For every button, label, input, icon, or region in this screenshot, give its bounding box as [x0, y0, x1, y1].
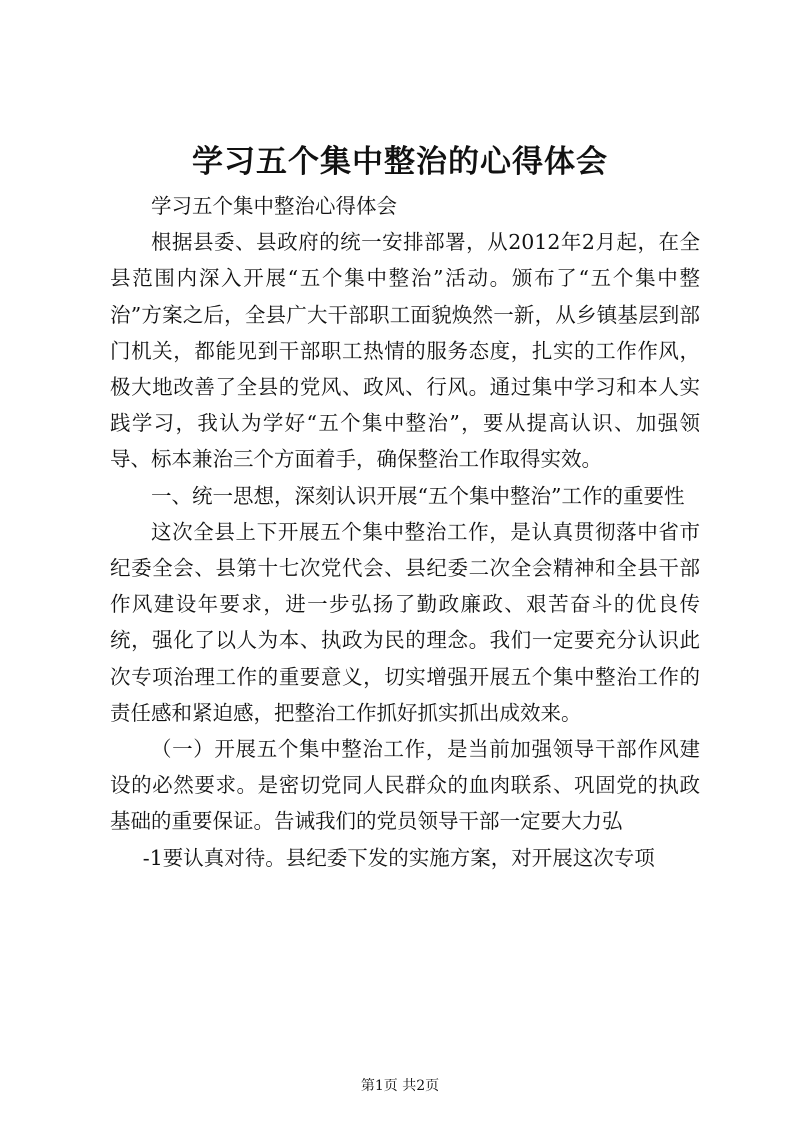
document-subtitle: 学习五个集中整治心得体会 — [151, 194, 397, 218]
paragraph-section-1: 这次全县上下开展五个集中整治工作，是认真贯彻落中省市纪委全会、县第十七次党代会、县纪委二次全会精神和全县干部作风建设年要求，进一步弘扬了勤政廉政、艰苦奋斗的优良传统，强化了以人为本、执政为民的理念。我们一定要充分认识此次专项治理工作的重要意义，切实增强开展五个集中整治工作的责任感和紧迫感，把整治工作抓好抓实抓出成效来。 — [110, 519, 700, 725]
paragraph-continuation: -1要认真对待。县纪委下发的实施方案，对开展这次专项 — [142, 845, 655, 870]
document-body — [110, 188, 700, 876]
document-title: 学习五个集中整治的心得体会 — [192, 144, 608, 180]
section-heading-1: 一、统一思想，深刻认识开展“五个集中整治”工作的重要性 — [151, 483, 685, 508]
page-footer: 第1页 共2页 — [360, 1078, 440, 1094]
paragraph-intro: 根据县委、县政府的统一安排部署，从2012年2月起，在全县范围内深入开展“五个集中整治”活动。颁布了“五个集中整治”方案之后，全县广大干部职工面貌焕然一新，从乡镇基层到部门机关，都能见到干部职工热情的服务态度，扎实的工作作风，极大地改善了全县的党风、政风、行风。通过集中学习和本人实践学习，我认为学好“五个集中整治”，要从提高认识、加强领导、标本兼治三个方面着手，确保整治工作取得实效。 — [110, 230, 700, 472]
paragraph-subsection-1: （一）开展五个集中整治工作，是当前加强领导干部作风建设的必然要求。是密切党同人民群众的血肉联系、巩固党的执政基础的重要保证。告诫我们的党员领导干部一定要大力弘 — [110, 737, 700, 834]
